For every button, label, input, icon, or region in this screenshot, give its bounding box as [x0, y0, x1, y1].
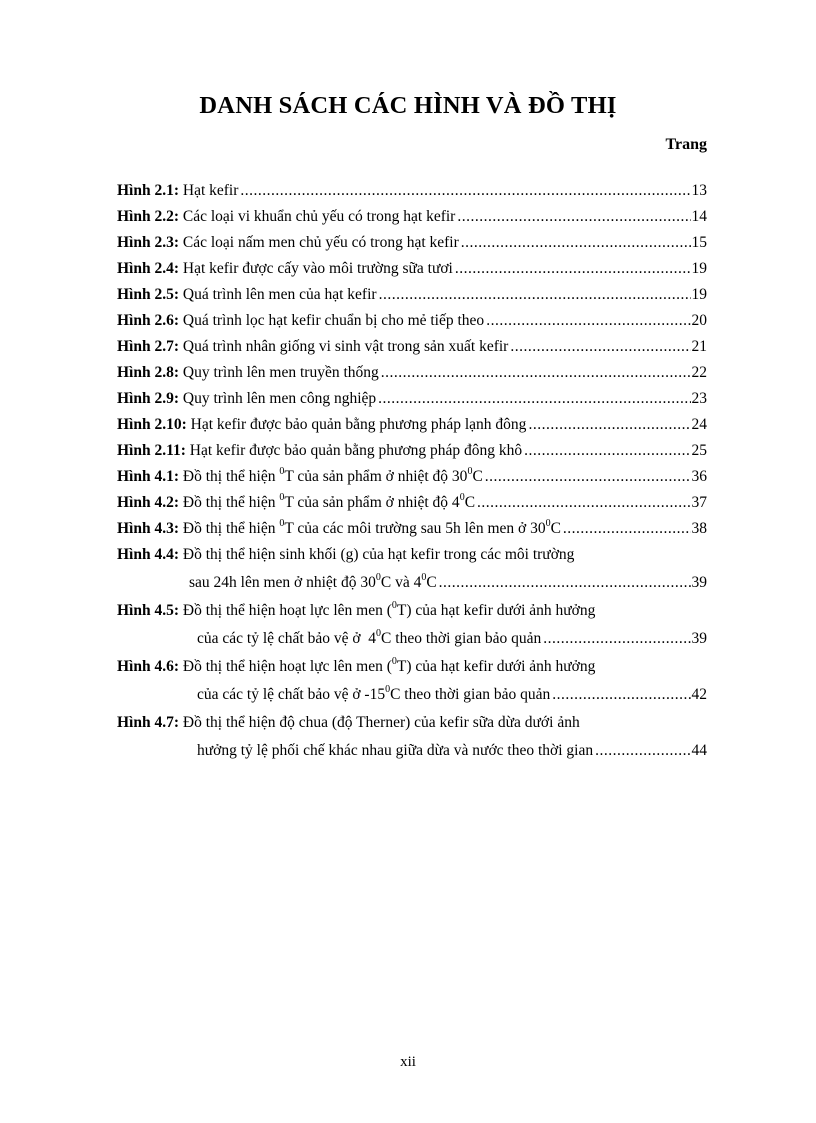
figure-entry-2-4: [117, 256, 707, 282]
dot-leader: [455, 256, 691, 282]
entry-title-part: của các tỷ lệ chất bảo vệ ở -15: [197, 686, 386, 703]
entry-title-part: C theo thời gian bảo quản: [381, 630, 542, 647]
figure-entry-2-1: [117, 178, 707, 204]
entry-page: 39: [691, 574, 707, 591]
entry-page: 15: [691, 234, 707, 251]
superscript: 0: [391, 599, 397, 611]
entry-page: 25: [691, 442, 707, 459]
entry-label: Hình 2.5:: [117, 286, 180, 303]
entry-title-part: T của sản phẩm ở nhiệt độ 30: [284, 468, 468, 485]
entry-label: Hình 2.4:: [117, 260, 180, 277]
entry-label: Hình 2.10:: [117, 416, 187, 433]
entry-title-part: T) của hạt kefir dưới ảnh hưởng: [396, 658, 596, 675]
entry-label: Hình 2.9:: [117, 390, 180, 407]
entry-label: Hình 4.6:: [117, 658, 180, 675]
figure-entry-2-6: [117, 308, 707, 334]
entry-title-part: C và 4: [380, 574, 422, 591]
entry-title-part: C: [426, 574, 437, 591]
figure-entry-4-3: [117, 516, 707, 542]
entry-title-line1: Đồ thị thể hiện độ chua (độ Therner) của kefir sữa dừa dưới ảnh: [182, 714, 580, 731]
superscript: 0: [279, 491, 285, 503]
figure-entry-2-10: [117, 412, 707, 438]
entry-title-part: Đồ thị thể hiện: [182, 494, 280, 511]
entry-label: Hình 2.6:: [117, 312, 180, 329]
entry-title-line2: [197, 624, 541, 654]
entry-label: Hình 4.7:: [117, 714, 180, 731]
entry-title: [183, 490, 475, 516]
figure-entry-4-1: [117, 464, 707, 490]
superscript: 0: [279, 465, 285, 477]
entry-label: Hình 4.3:: [117, 520, 180, 537]
entry-title-line2: [189, 568, 437, 598]
entry-page: 39: [691, 630, 707, 647]
dot-leader: [378, 386, 690, 412]
figure-entry-2-3: [117, 230, 707, 256]
entry-title-part: C theo thời gian bảo quản: [390, 686, 551, 703]
dot-leader: [240, 178, 690, 204]
superscript: 0: [385, 683, 391, 695]
entry-title: Hạt kefir được bảo quản bằng phương pháp lạnh đông: [190, 416, 527, 433]
entry-title-part: Đồ thị thể hiện hoạt lực lên men (: [182, 602, 392, 619]
figure-entry-2-5: [117, 282, 707, 308]
entry-page: 14: [691, 208, 707, 225]
entry-title: [183, 464, 483, 490]
entry-title-part: sau 24h lên men ở nhiệt độ 30: [189, 574, 376, 591]
entry-title: Quy trình lên men truyền thống: [182, 364, 379, 381]
entry-label: Hình 2.2:: [117, 208, 180, 225]
dot-leader: [563, 516, 691, 542]
entry-label: Hình 2.11:: [117, 442, 186, 459]
entry-title-part: Đồ thị thể hiện hoạt lực lên men (: [182, 658, 392, 675]
entry-title-line1: [183, 654, 595, 680]
superscript: 0: [279, 517, 285, 529]
dot-leader: [524, 438, 690, 464]
entry-label: Hình 4.2:: [117, 494, 180, 511]
entry-title-part: của các tỷ lệ chất bảo vệ ở 4: [197, 630, 377, 647]
figure-entry-4-4: [117, 542, 707, 598]
entry-page: 19: [691, 286, 707, 303]
entry-page: 44: [691, 742, 707, 759]
entry-title: Hạt kefir: [182, 182, 239, 199]
entry-title: Các loại nấm men chủ yếu có trong hạt kefir: [182, 234, 459, 251]
entry-title: Quá trình lên men của hạt kefir: [182, 286, 377, 303]
figure-entry-2-7: [117, 334, 707, 360]
entry-page: 36: [691, 468, 707, 485]
page-number: xii: [400, 1054, 416, 1070]
dot-leader: [486, 308, 690, 334]
entry-title: Hạt kefir được cấy vào môi trường sữa tươi: [182, 260, 453, 277]
entry-page: 20: [691, 312, 707, 329]
entry-page: 37: [691, 494, 707, 511]
entry-title-part: Đồ thị thể hiện: [182, 520, 280, 537]
entry-title-part: T) của hạt kefir dưới ảnh hưởng: [396, 602, 596, 619]
dot-leader: [457, 204, 690, 230]
entry-title-part: T của các môi trường sau 5h lên men ở 30: [284, 520, 546, 537]
dot-leader: [477, 490, 690, 516]
figure-entry-4-5: [117, 598, 707, 654]
entry-label: Hình 4.5:: [117, 602, 180, 619]
figure-entry-4-7: [117, 710, 707, 766]
entry-label: Hình 4.1:: [117, 468, 180, 485]
dot-leader: [528, 412, 690, 438]
entry-page: 23: [691, 390, 707, 407]
entry-page: 42: [691, 686, 707, 703]
entry-page: 21: [691, 338, 707, 355]
superscript: 0: [459, 491, 465, 503]
entry-page: 19: [691, 260, 707, 277]
superscript: 0: [391, 655, 397, 667]
entry-label: Hình 2.3:: [117, 234, 180, 251]
entry-title-line1: [183, 598, 595, 624]
superscript: 0: [545, 517, 551, 529]
dot-leader: [439, 568, 691, 598]
entry-label: Hình 4.4:: [117, 546, 180, 563]
entry-label: Hình 2.1:: [117, 182, 180, 199]
figure-entry-2-11: [117, 438, 707, 464]
entry-title-part: C: [464, 494, 476, 511]
entry-title-part: C: [472, 468, 483, 485]
entry-page: 22: [691, 364, 707, 381]
dot-leader: [595, 736, 690, 766]
figure-entry-2-9: [117, 386, 707, 412]
figure-entry-4-2: [117, 490, 707, 516]
entry-page: 38: [691, 520, 707, 537]
entry-title: Quy trình lên men công nghiệp: [182, 390, 377, 407]
dot-leader: [461, 230, 691, 256]
page-column-header: Trang: [665, 136, 707, 153]
figure-list: [117, 178, 707, 766]
entry-title-part: Đồ thị thể hiện: [182, 468, 280, 485]
entry-label: Hình 2.8:: [117, 364, 180, 381]
entry-page: 24: [691, 416, 707, 433]
entry-title-part: C: [550, 520, 561, 537]
figure-entry-2-8: [117, 360, 707, 386]
dot-leader: [485, 464, 691, 490]
entry-title: Hạt kefir được bảo quản bằng phương pháp đông khô: [189, 442, 523, 459]
figure-entry-2-2: [117, 204, 707, 230]
dot-leader: [510, 334, 690, 360]
superscript: 0: [467, 465, 473, 477]
entry-title: [183, 516, 561, 542]
entry-title-line2: hưởng tỷ lệ phối chế khác nhau giữa dừa và nước theo thời gian: [197, 742, 594, 759]
entry-title: Quá trình nhân giống vi sinh vật trong sản xuất kefir: [182, 338, 509, 355]
entry-label: Hình 2.7:: [117, 338, 180, 355]
entry-title-part: T của sản phẩm ở nhiệt độ 4: [284, 494, 460, 511]
dot-leader: [543, 624, 690, 654]
entry-title-line1: Đồ thị thể hiện sinh khối (g) của hạt kefir trong các môi trường: [182, 546, 575, 563]
dot-leader: [381, 360, 691, 386]
page-title: DANH SÁCH CÁC HÌNH VÀ ĐỒ THỊ: [199, 92, 617, 119]
dot-leader: [552, 680, 690, 710]
figure-entry-4-6: [117, 654, 707, 710]
entry-title: Quá trình lọc hạt kefir chuẩn bị cho mẻ tiếp theo: [182, 312, 485, 329]
superscript: 0: [376, 627, 382, 639]
entry-title: Các loại vi khuẩn chủ yếu có trong hạt kefir: [182, 208, 456, 225]
superscript: 0: [375, 571, 381, 583]
entry-page: 13: [691, 182, 707, 199]
entry-title-line2: [197, 680, 550, 710]
superscript: 0: [421, 571, 427, 583]
dot-leader: [379, 282, 691, 308]
